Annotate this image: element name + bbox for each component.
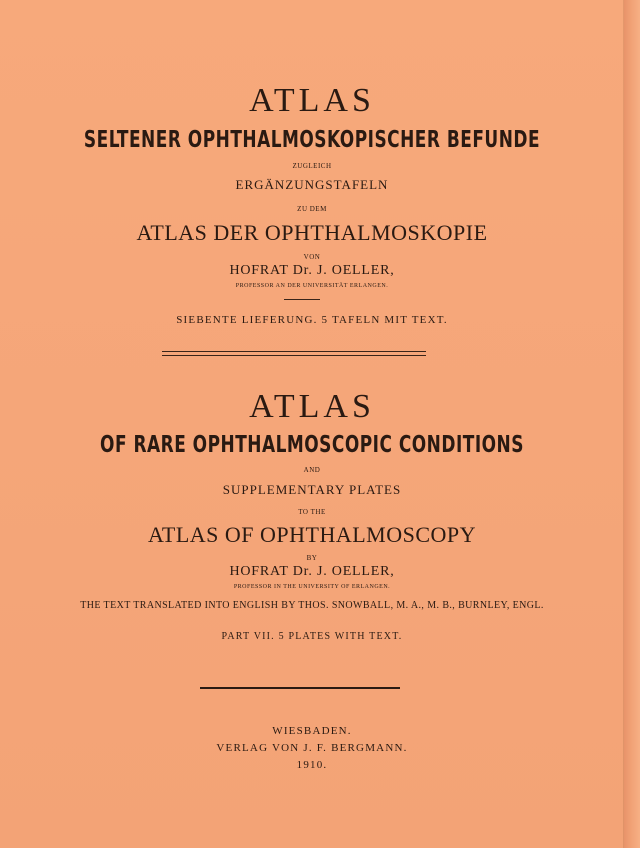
german-divider: [284, 299, 320, 300]
english-title: OF RARE OPHTHALMOSCOPIC CONDITIONS: [100, 432, 524, 458]
german-zu-dem: ZU DEM: [297, 205, 327, 213]
english-atlas-heading: ATLAS: [249, 388, 375, 425]
german-title: SELTENER OPHTHALMOSKOPISCHER BEFUNDE: [83, 127, 541, 153]
english-by: BY: [306, 554, 318, 562]
german-atlas-heading: ATLAS: [249, 82, 375, 119]
english-subtitle: SUPPLEMENTARY PLATES: [222, 482, 402, 497]
german-author: HOFRAT Dr. J. OELLER,: [229, 263, 395, 278]
imprint-publisher: VERLAG VON J. F. BERGMANN.: [216, 742, 408, 754]
ornamental-rule: [200, 687, 400, 689]
english-affiliation: PROFESSOR IN THE UNIVERSITY OF ERLANGEN.: [233, 584, 391, 590]
paper-edge: [624, 0, 640, 848]
english-part: PART VII. 5 PLATES WITH TEXT.: [221, 631, 403, 642]
german-part: SIEBENTE LIEFERUNG. 5 TAFELN MIT TEXT.: [176, 314, 448, 326]
english-to-the: TO THE: [298, 508, 326, 516]
german-subtitle: ERGÄNZUNGSTAFELN: [235, 177, 389, 192]
section-divider: [162, 351, 426, 356]
german-main-work: ATLAS DER OPHTHALMOSKOPIE: [136, 220, 488, 245]
german-zugleich: ZUGLEICH: [292, 162, 332, 170]
german-von: VON: [303, 253, 321, 261]
imprint-year: 1910.: [296, 759, 328, 771]
german-affiliation: PROFESSOR AN DER UNIVERSITÄT ERLANGEN.: [235, 283, 389, 289]
english-author: HOFRAT Dr. J. OELLER,: [229, 564, 395, 579]
english-translation: THE TEXT TRANSLATED INTO ENGLISH BY THOS. SNOWBALL, M. A., M. B., BURNLEY, ENGL.: [80, 600, 544, 611]
english-and: AND: [303, 466, 321, 474]
imprint-city: WIESBADEN.: [272, 725, 352, 737]
english-main-work: ATLAS OF OPHTHALMOSCOPY: [147, 522, 477, 547]
